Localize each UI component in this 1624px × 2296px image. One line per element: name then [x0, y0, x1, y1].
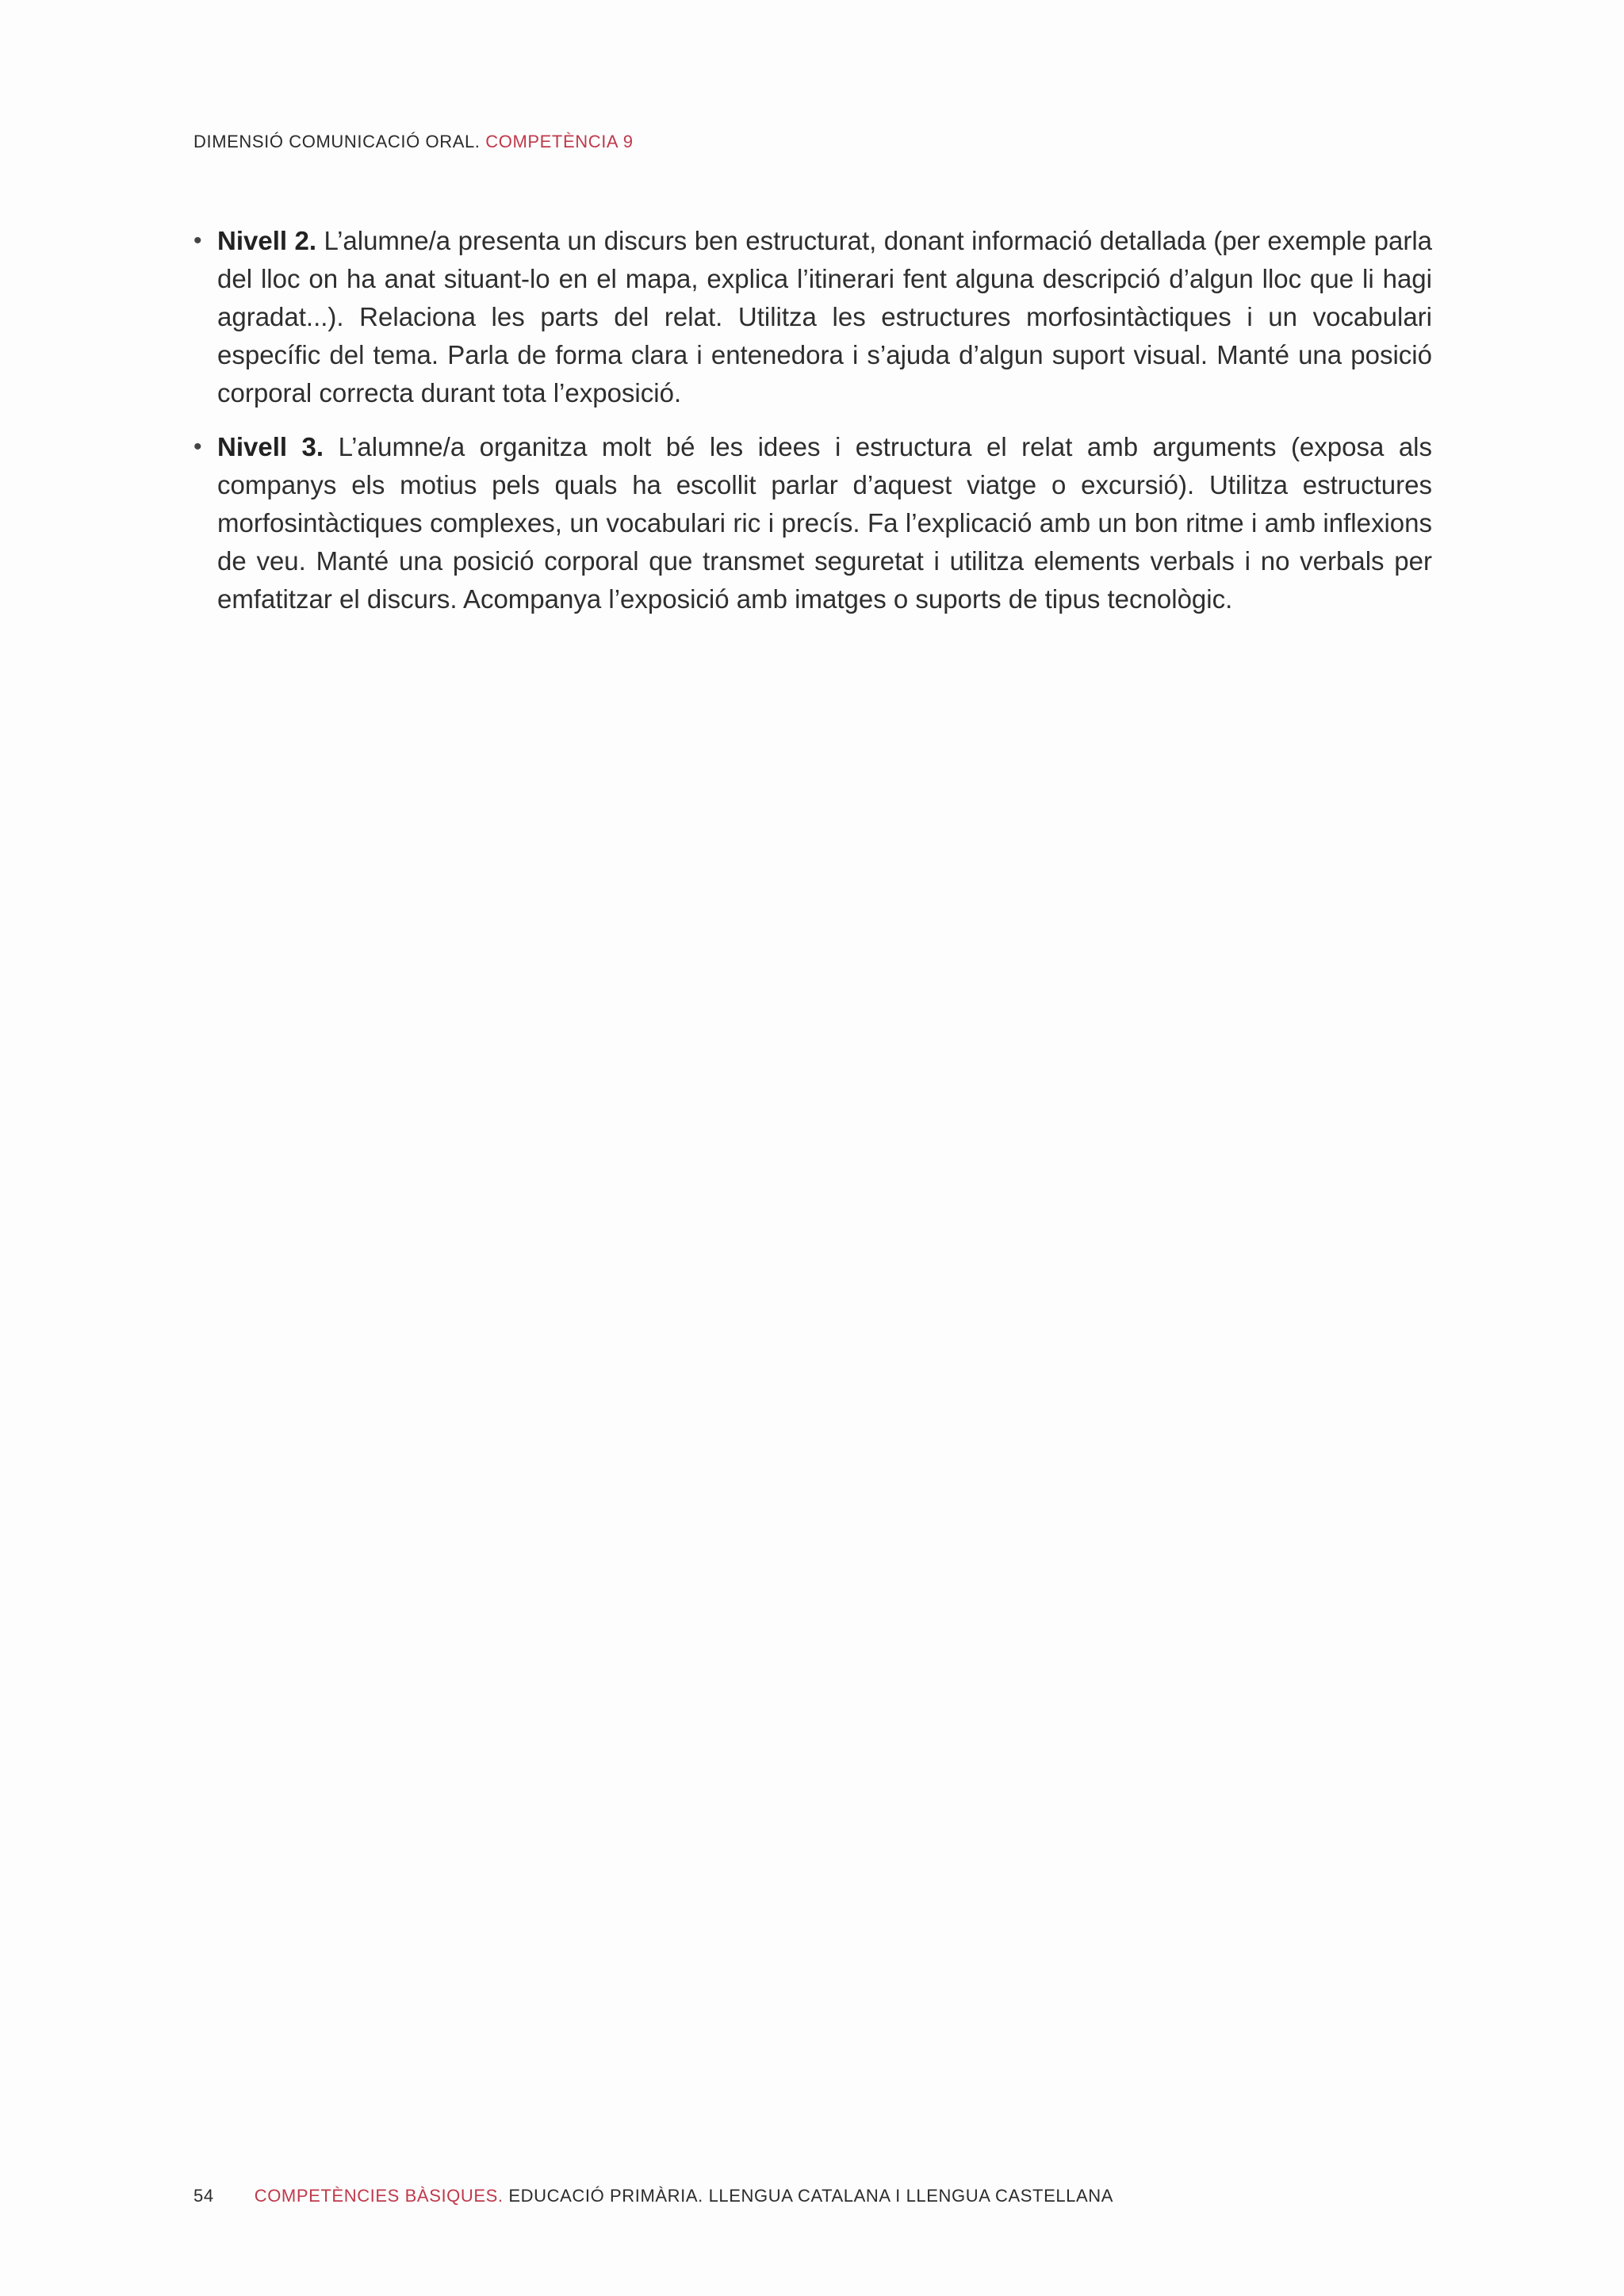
bullet-icon: •	[193, 434, 202, 460]
main-content	[193, 222, 1432, 634]
header-section: DIMENSIÓ COMUNICACIÓ ORAL.	[193, 132, 481, 151]
header-competence: COMPETÈNCIA 9	[485, 132, 634, 151]
bullet-icon: •	[193, 228, 202, 254]
level-description: L’alumne/a presenta un discurs ben estructurat, donant informació detallada (per exemple parla del lloc on ha anat situant-lo en el mapa, explica l’itinerari fent alguna descripció d’algun lloc que li hagi agradat...). Relaciona les parts del relat. Utilitza les estructures morfosintàctiques i un vocabulari específic del tema. Parla de forma clara i entenedora i s’ajuda d’algun suport visual. Manté una posició corporal correcta durant tota l’exposició.	[217, 226, 1433, 408]
running-header	[193, 132, 634, 152]
page-number: 54	[193, 2186, 214, 2206]
level-label: Nivell 2.	[217, 226, 317, 255]
level-item-2	[193, 222, 1432, 412]
footer-title: EDUCACIÓ PRIMÀRIA. LLENGUA CATALANA I LLENGUA CASTELLANA	[508, 2186, 1114, 2206]
level-item-3	[193, 428, 1432, 618]
page-footer	[193, 2186, 1113, 2206]
footer-title-accent: COMPETÈNCIES BÀSIQUES.	[254, 2186, 504, 2206]
level-description: L’alumne/a organitza molt bé les idees i estructura el relat amb arguments (exposa als companys els motius pels quals ha escollit parlar d’aquest viatge o excursió). Utilitza estructures morfosintàctiques complexes, un vocabulari ric i precís. Fa l’explicació amb un bon ritme i amb inflexions de veu. Manté una posició corporal que transmet seguretat i utilitza elements verbals i no verbals per emfatitzar el discurs. Acompanya l’exposició amb imatges o suports de tipus tecnològic.	[217, 432, 1433, 614]
level-label: Nivell 3.	[217, 432, 324, 461]
